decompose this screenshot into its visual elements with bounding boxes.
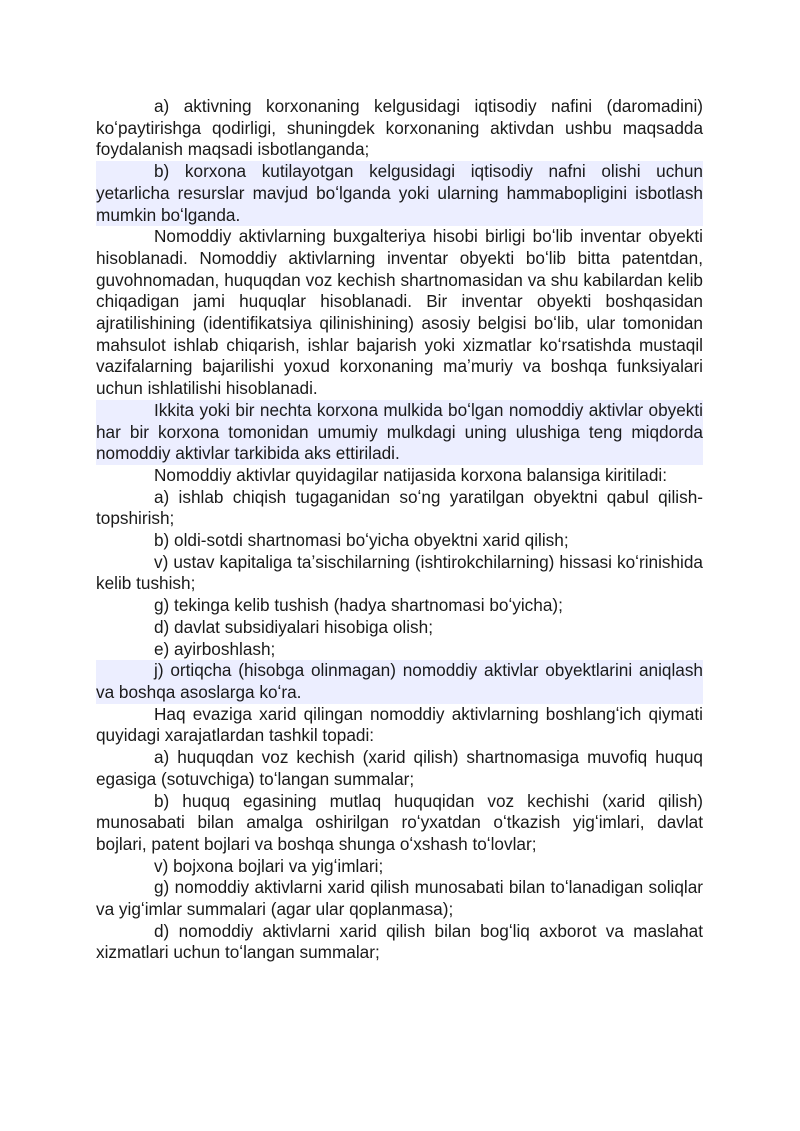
document-page	[96, 96, 703, 964]
paragraph-balance-intro: Nomoddiy aktivlar quyidagilar natijasida korxona balansiga kiritiladi:	[154, 464, 668, 485]
cost-item-b-registration-fees: b) huquq egasining mutlaq huquqidan voz kechishi (xarid qilish) munosabati bilan amalga oshirilgan roʻyxatdan oʻtkazish yigʻimlari, davlat bojlari, patent bojlari va boshqa shunga oʻxshash toʻlovlar;	[96, 790, 703, 854]
paragraph-shared-ownership: Ikkita yoki bir nechta korxona mulkida boʻlgan nomoddiy aktivlar obyekti har bir korxona tomonidan umumiy mulkdagi uning ulushiga teng miqdorda nomoddiy aktivlar tarkibida aks ettiriladi.	[96, 399, 703, 464]
cost-item-g-taxes: g) nomoddiy aktivlarni xarid qilish munosabati bilan toʻlanadigan soliqlar va yigʻimlar summalari (agar ular qoplanmasa);	[96, 877, 703, 920]
list-item-a-development: a) ishlab chiqish tugaganidan soʻng yaratilgan obyektni qabul qilish-topshirish;	[96, 486, 703, 529]
list-item-g-gift: g) tekinga kelib tushish (hadya shartnomasi boʻyicha);	[154, 595, 563, 616]
paragraph-accounting-unit: Nomoddiy aktivlarning buxgalteriya hisobi birligi boʻlib inventar obyekti hisoblanadi. Nomoddiy aktivlarning inventar obyekti boʻlib bitta patentdan, guvohnomadan, huquqdan voz kechish shartnomasidan va shu kabilardan kelib chiqadigan jami huquqlar hisoblanadi. Bir inventar obyekti boshqasidan ajratilishining (identifikatsiya qilinishining) asosiy belgisi boʻlib, ular tomonidan mahsulot ishlab chiqarish, ishlar bajarish yoki xizmatlar koʻrsatishda mustaqil vazifalarning bajarilishi yoxud korxonaning maʼmuriy va boshqa funksiyalari uchun ishlatilishi hisoblanadi.	[96, 226, 703, 399]
paragraph-condition-b: b) korxona kutilayotgan kelgusidagi iqtisodiy nafni olishi uchun yetarlicha resurslar mavjud boʻlganda yoki ularning hammabopligini isbotlash mumkin boʻlganda.	[96, 161, 703, 225]
paragraph-initial-cost-intro: Haq evaziga xarid qilingan nomoddiy aktivlarning boshlangʻich qiymati quyidagi xarajatlardan tashkil topadi:	[96, 703, 703, 746]
cost-item-a-payments: a) huquqdan voz kechish (xarid qilish) shartnomasiga muvofiq huquq egasiga (sotuvchiga) toʻlangan summalar;	[96, 747, 703, 789]
cost-item-d-consulting: d) nomoddiy aktivlarni xarid qilish bilan bogʻliq axborot va maslahat xizmatlari uchun toʻlangan summalar;	[96, 920, 703, 963]
list-item-b-purchase: b) oldi-sotdi shartnomasi boʻyicha obyektni xarid qilish;	[154, 530, 569, 551]
cost-item-v-customs: v) bojxona bojlari va yigʻimlari;	[154, 855, 384, 876]
list-item-j-surplus: j) ortiqcha (hisobga olinmagan) nomoddiy aktivlar obyektlarini aniqlash va boshqa asoslarga koʻra.	[96, 660, 703, 702]
list-item-d-subsidies: d) davlat subsidiyalari hisobiga olish;	[154, 616, 433, 637]
list-item-v-capital-contribution: v) ustav kapitaliga taʼsischilarning (ishtirokchilarning) hissasi koʻrinishida kelib tushish;	[96, 551, 703, 594]
list-item-e-exchange: e) ayirboshlash;	[154, 638, 276, 659]
paragraph-condition-a: a) aktivning korxonaning kelgusidagi iqtisodiy nafini (daromadini) koʻpaytirishga qodirligi, shuningdek korxonaning aktivdan ushbu maqsadda foydalanish maqsadi isbotlanganda;	[96, 96, 703, 160]
